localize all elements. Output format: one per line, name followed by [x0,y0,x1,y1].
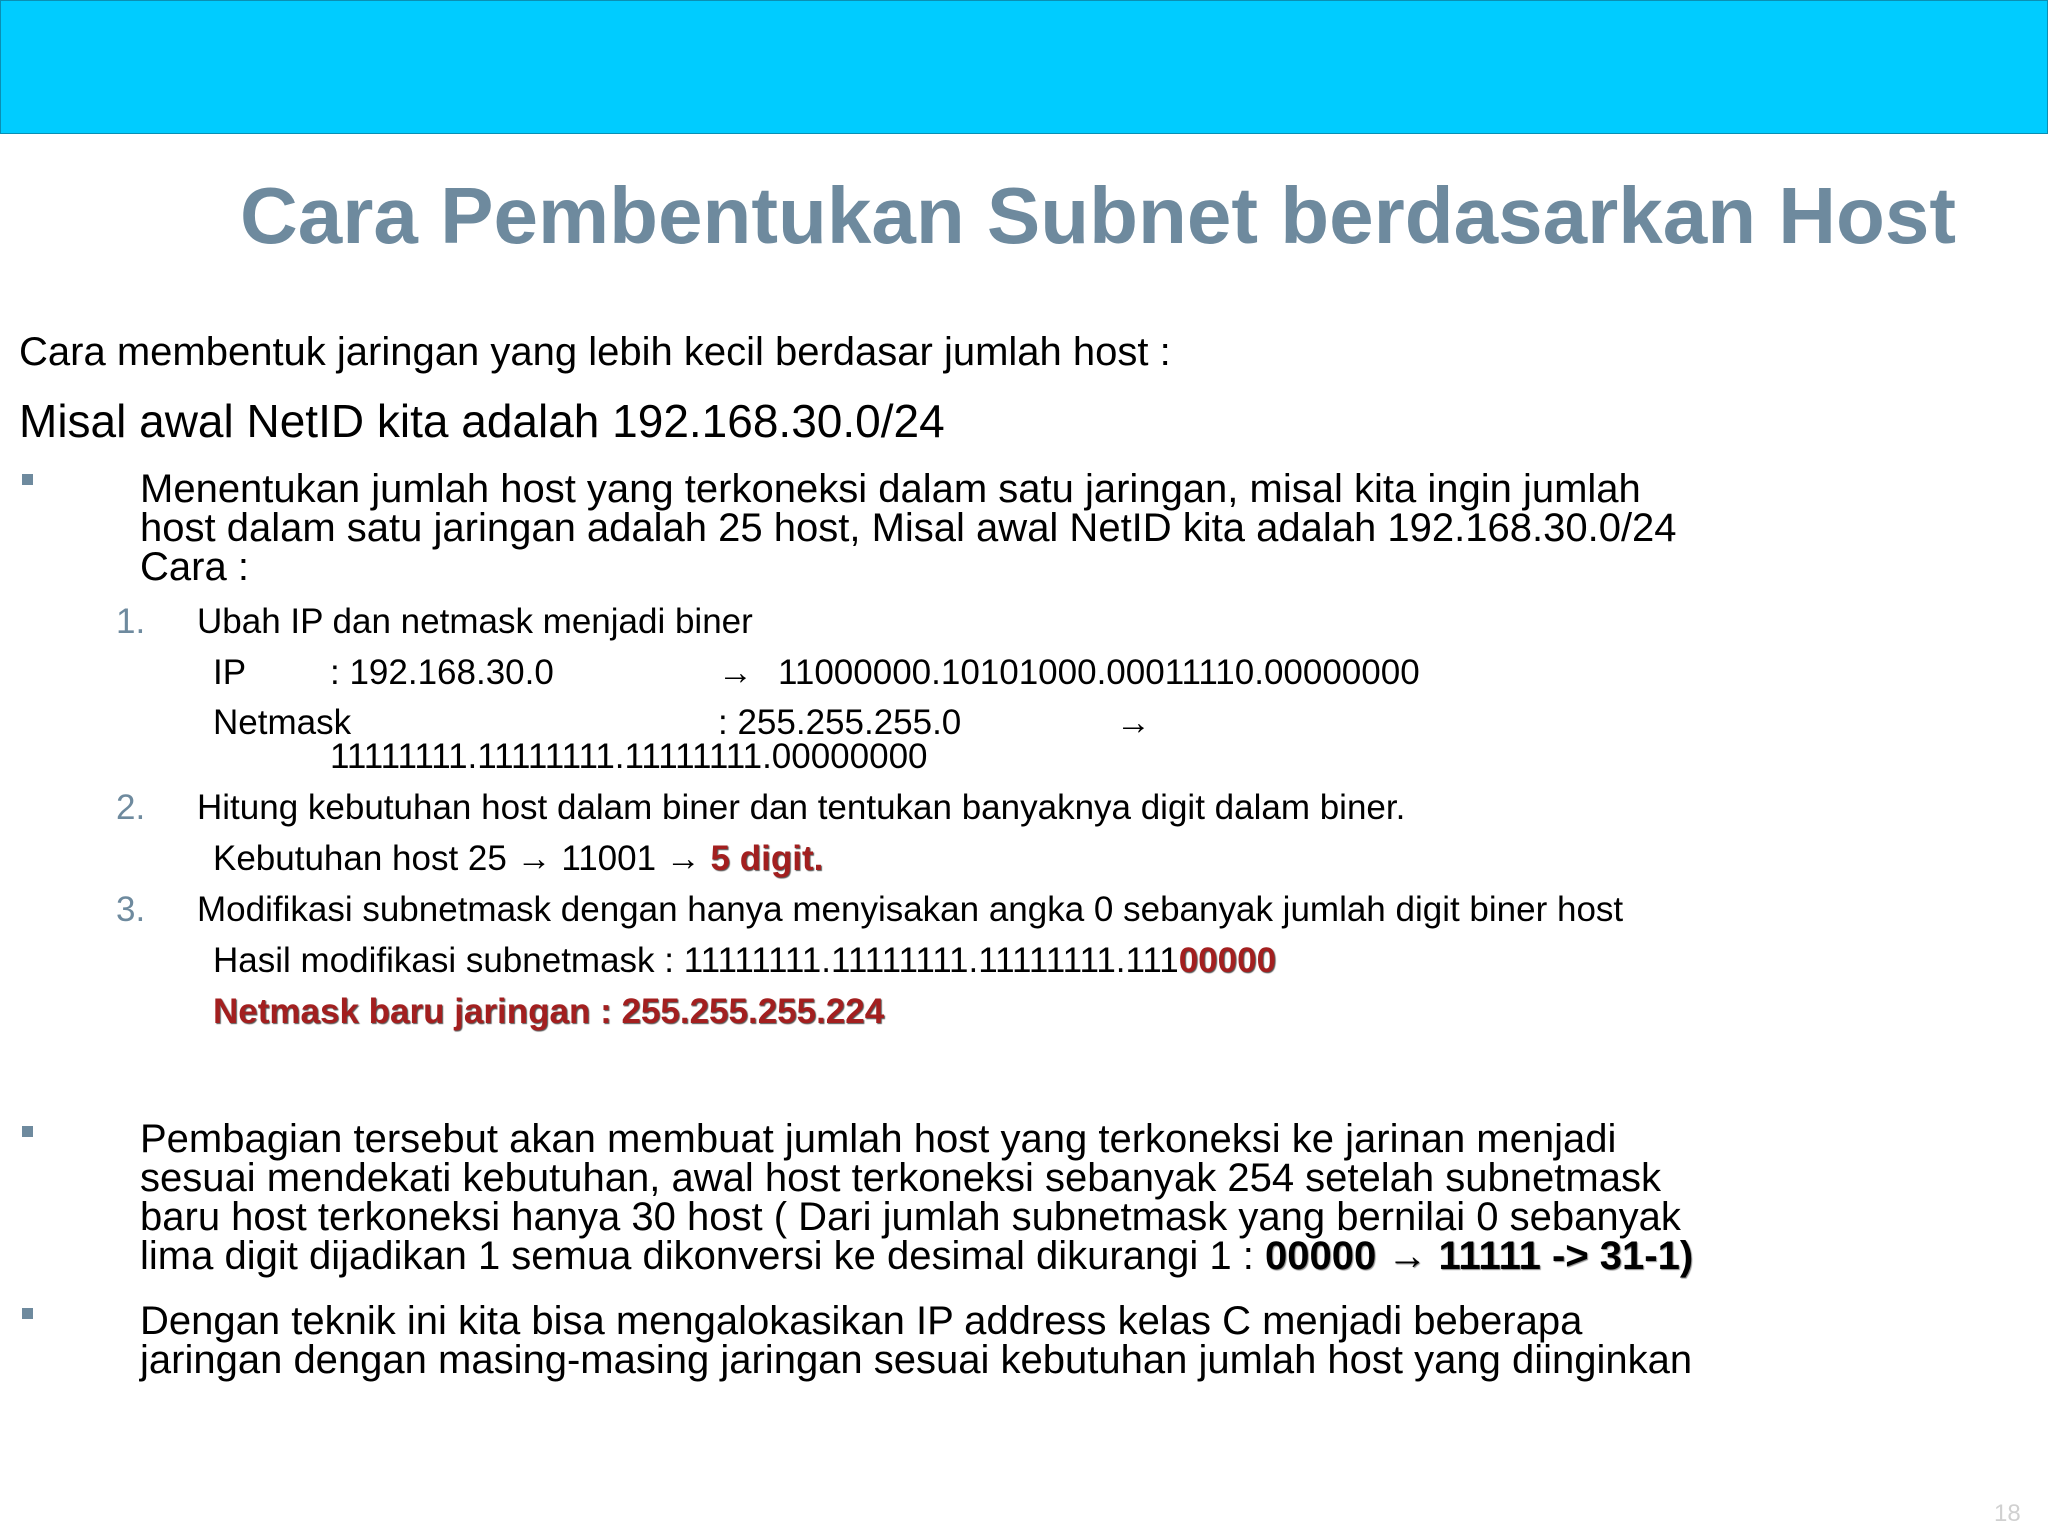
bullet-square-icon [22,1126,33,1137]
bullet-1-line: Cara : [140,545,249,589]
bullet-2-text [140,1117,1694,1278]
host-need-prefix: Kebutuhan host 25 [213,839,507,878]
bullet-2-line: baru host terkoneksi hanya 30 host ( Dari jumlah subnetmask yang bernilai 0 sebanyak [140,1195,1681,1239]
host-need-line [213,841,823,876]
arrow-right-icon: → [516,839,552,878]
bullet-3-line: jaringan dengan masing-masing jaringan sesuai kebutuhan jumlah host yang diinginkan [140,1338,1693,1382]
bullet-2-line: Pembagian tersebut akan membuat jumlah host yang terkoneksi ke jarinan menjadi [140,1117,1617,1161]
bullet-3-line: Dengan teknik ini kita bisa mengalokasikan IP address kelas C menjadi beberapa [140,1299,1583,1343]
arrow-right-icon: → [665,839,701,878]
page-number: 18 [1994,1500,2021,1527]
bullet-3-text [140,1299,1693,1382]
bullet-square-icon [22,1308,33,1319]
arrow-right-icon: → [718,653,753,692]
step-3-text: Modifikasi subnetmask dengan hanya menyisakan angka 0 sebanyak jumlah digit biner host [197,890,1624,929]
bullet-2-conversion: 00000 → 11111 -> 31-1) [1265,1234,1694,1278]
bullet-1-text [140,467,1677,589]
bullet-2-last-line-prefix: lima digit dijadikan 1 semua dikonversi ke desimal dikurangi 1 : [140,1234,1265,1278]
modified-subnetmask-line [213,943,1276,978]
step-1-number: 1. [116,602,146,641]
ip-label: IP [213,653,247,692]
bullet-2-line: sesuai mendekati kebutuhan, awal host terkoneksi sebanyak 254 setelah subnetmask [140,1156,1661,1200]
bullet-2-last-line [140,1234,1694,1278]
step-1-text: Ubah IP dan netmask menjadi biner [197,602,753,641]
step-3-number: 3. [116,890,146,929]
new-netmask: Netmask baru jaringan : 255.255.255.224 [213,992,885,1031]
slide-title: Cara Pembentukan Subnet berdasarkan Host [240,171,1957,260]
ip-binary: 11000000.10101000.00011110.00000000 [778,653,1420,692]
ip-value: : 192.168.30.0 [330,653,554,692]
bullet-1-line: Menentukan jumlah host yang terkoneksi dalam satu jaringan, misal kita ingin jumlah [140,467,1641,511]
host-need-binary: 11001 [561,839,657,878]
top-banner [0,0,2048,134]
intro-line-2: Misal awal NetID kita adalah 192.168.30.0/24 [19,395,945,447]
host-digit-count: 5 digit. [710,839,824,878]
bullet-1-line: host dalam satu jaringan adalah 25 host, Misal awal NetID kita adalah 192.168.30.0/24 [140,506,1677,550]
intro-line-1: Cara membentuk jaringan yang lebih kecil berdasar jumlah host : [19,330,1171,374]
step-2-text: Hitung kebutuhan host dalam biner dan tentukan banyaknya digit dalam biner. [197,788,1406,827]
bullet-square-icon [22,474,33,485]
step-2-number: 2. [116,788,146,827]
netmask-label: Netmask [213,703,352,742]
arrow-right-icon: → [1116,703,1151,742]
netmask-value: : 255.255.255.0 [718,703,962,742]
modified-subnetmask-prefix: Hasil modifikasi subnetmask : 11111111.11111111.11111111.111 [213,941,1179,980]
modified-subnetmask-zeros: 00000 [1178,941,1277,980]
netmask-binary: 11111111.11111111.11111111.00000000 [330,737,928,776]
